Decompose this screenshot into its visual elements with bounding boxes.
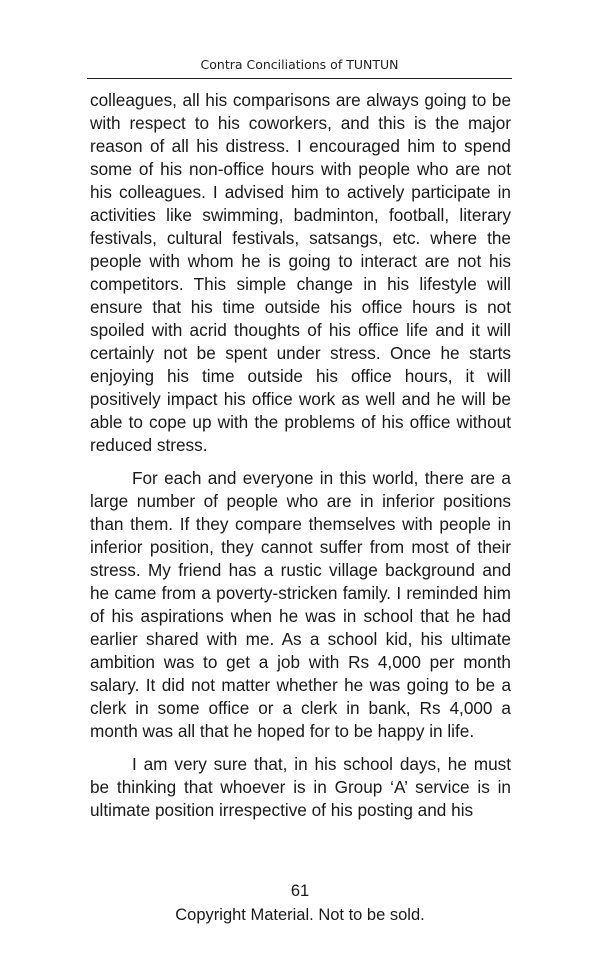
header-rule [87, 78, 512, 79]
running-head-title: Contra Conciliations of TUNTUN [200, 57, 399, 72]
paragraph-continued: colleagues, all his comparisons are always going to be with respect to his coworkers, and this is the major reason of all his distress. I encouraged him to spend some of his non-office hours with people who are not his colleagues. I advised him to actively participate in activities like swimming, badminton, football, literary festivals, cultural festivals, satsangs, etc. where the people with whom he is going to interact are not his competitors. This simple change in his lifestyle will ensure that his time outside his office hours is not spoiled with acrid thoughts of his office life and it will certainly not be spent under stress. Once he starts enjoying his time outside his office hours, it will positively impact his office work as well and he will be able to cope up with the problems of his office without reduced stress. [90, 90, 511, 455]
paragraph: I am very sure that, in his school days, he must be thinking that whoever is in Group ‘A’ service is in ultimate position irrespective of his posting and his [90, 754, 511, 820]
page-number: 61 [290, 882, 310, 900]
body-text [90, 89, 511, 832]
paragraph: For each and everyone in this world, there are a large number of people who are in inferior positions than them. If they compare themselves with people in inferior position, they cannot suffer from most of their stress. My friend has a rustic village background and he came from a poverty-stricken family. I reminded him of his aspirations when he was in school that he had earlier shared with me. As a school kid, his ultimate ambition was to get a job with Rs 4,000 per month salary. It did not matter whether he was going to be a clerk in some office or a clerk in bank, Rs 4,000 a month was all that he hoped for to be happy in life. [90, 468, 511, 741]
copyright-notice: Copyright Material. Not to be sold. [175, 906, 425, 924]
